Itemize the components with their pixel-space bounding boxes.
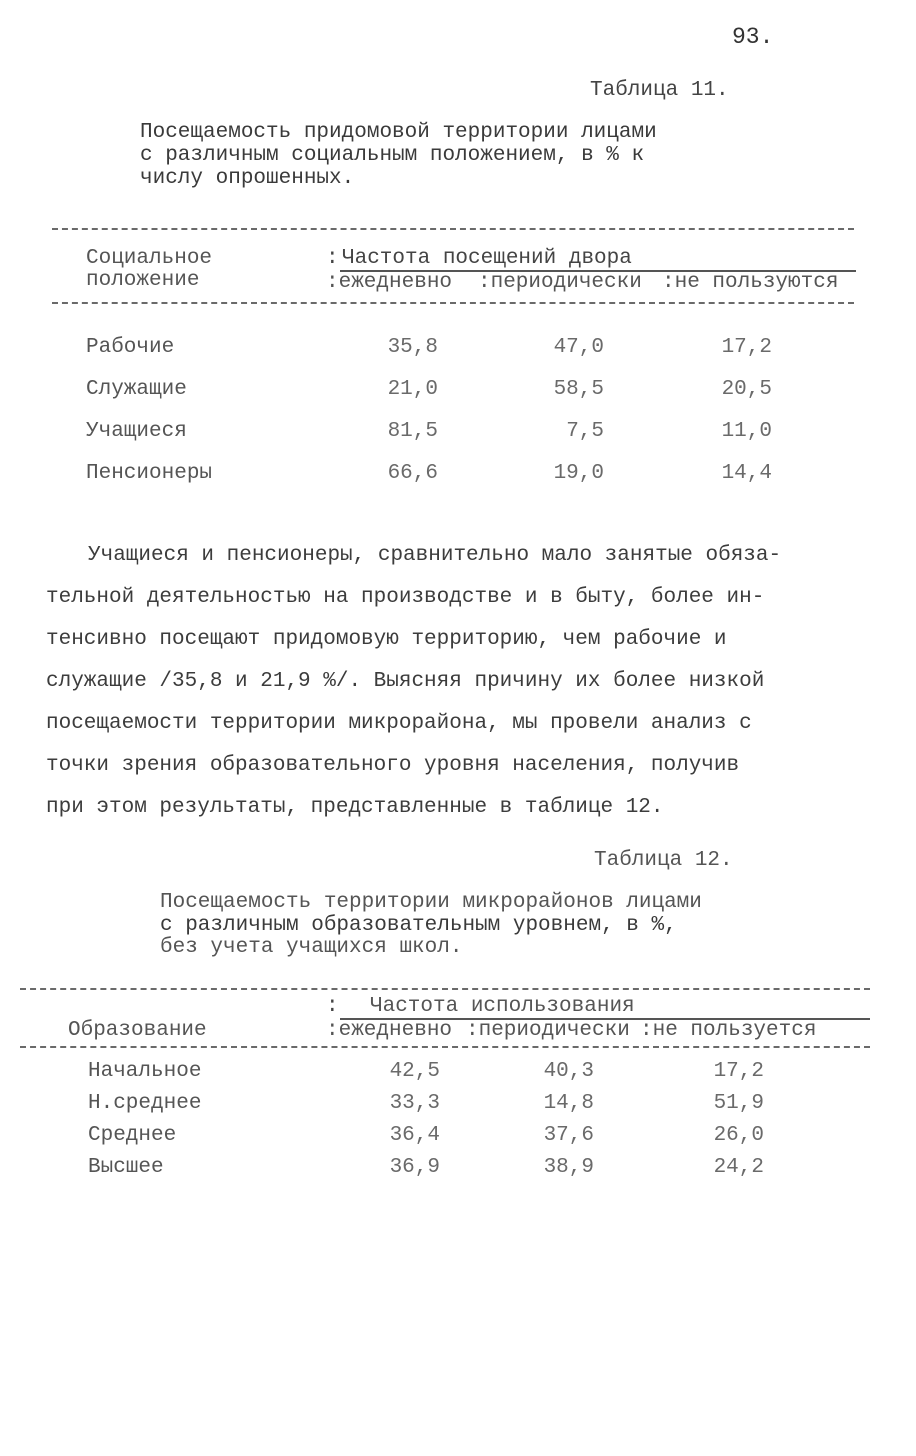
paragraph-line: точки зрения образовательного уровня населения, получив xyxy=(46,754,740,777)
paragraph-line: тельной деятельностью на производстве и в быту, более ин- xyxy=(46,586,765,609)
paragraph-line: при этом результаты, представленные в таблице 12. xyxy=(46,796,664,819)
row-label: Учащиеся xyxy=(86,420,187,443)
cell-value: 51,9 xyxy=(713,1092,764,1115)
cell-value: 19,0 xyxy=(553,462,604,485)
row-label: Высшее xyxy=(88,1156,164,1179)
paragraph-line: тенсивно посещают придомовую территорию, чем рабочие и xyxy=(46,628,727,651)
cell-value: 7,5 xyxy=(566,420,604,443)
table-12-header-rule xyxy=(20,1046,870,1048)
table-11-header-rule xyxy=(52,302,854,304)
cell-value: 17,2 xyxy=(721,336,772,359)
column-header-periodicheski: :периодически xyxy=(478,271,642,294)
table-11-top-rule xyxy=(52,228,854,230)
row-label: Н.среднее xyxy=(88,1092,202,1115)
cell-value: 14,8 xyxy=(543,1092,594,1115)
paragraph-line: Учащиеся и пенсионеры, сравнительно мало занятые обяза- xyxy=(88,544,782,567)
page-number: 93. xyxy=(732,24,774,50)
column-header-periodicheski: :периодически xyxy=(466,1019,630,1042)
table-11-label: Таблица 11. xyxy=(590,79,729,102)
column-header-ne-polzuetsya: :не пользуется xyxy=(640,1019,817,1042)
cell-value: 17,2 xyxy=(713,1060,764,1083)
caption-line: с различным образовательным уровнем, в %, xyxy=(160,914,677,937)
cell-value: 42,5 xyxy=(389,1060,440,1083)
row-label: Пенсионеры xyxy=(86,462,213,485)
group-header: Частота посещений двора xyxy=(342,247,632,270)
caption-line: без учета учащихся школ. xyxy=(160,936,463,959)
paragraph-line: посещаемости территории микрорайона, мы провели анализ с xyxy=(46,712,752,735)
row-label: Среднее xyxy=(88,1124,177,1147)
colon-marker: : xyxy=(326,247,339,270)
caption-line: с различным социальным положением, в % к xyxy=(140,144,645,167)
row-header-line: положение xyxy=(86,269,200,292)
paragraph-line: служащие /35,8 и 21,9 %/. Выясняя причину их более низкой xyxy=(46,670,765,693)
colon-marker: : xyxy=(326,995,339,1018)
row-label: Рабочие xyxy=(86,336,175,359)
caption-line: Посещаемость придомовой территории лицами xyxy=(140,121,657,144)
column-header-ejednevno: :ежедневно xyxy=(326,271,453,294)
cell-value: 58,5 xyxy=(553,378,604,401)
cell-value: 21,0 xyxy=(387,378,438,401)
cell-value: 20,5 xyxy=(721,378,772,401)
cell-value: 33,3 xyxy=(389,1092,440,1115)
cell-value: 36,4 xyxy=(389,1124,440,1147)
row-label: Служащие xyxy=(86,378,187,401)
cell-value: 81,5 xyxy=(387,420,438,443)
cell-value: 14,4 xyxy=(721,462,772,485)
column-header-ejednevno: :ежедневно xyxy=(326,1019,453,1042)
row-header-line: Социальное xyxy=(86,247,213,270)
cell-value: 35,8 xyxy=(387,336,438,359)
caption-line: числу опрошенных. xyxy=(140,167,355,190)
cell-value: 36,9 xyxy=(389,1156,440,1179)
cell-value: 47,0 xyxy=(553,336,604,359)
cell-value: 26,0 xyxy=(713,1124,764,1147)
cell-value: 40,3 xyxy=(543,1060,594,1083)
group-header: Частота использования xyxy=(370,995,635,1018)
cell-value: 11,0 xyxy=(721,420,772,443)
caption-line: Посещаемость территории микрорайонов лицами xyxy=(160,891,702,914)
cell-value: 37,6 xyxy=(543,1124,594,1147)
row-header: Образование xyxy=(68,1019,207,1042)
column-header-ne-polzuyutsya: :не пользуются xyxy=(662,271,839,294)
cell-value: 38,9 xyxy=(543,1156,594,1179)
cell-value: 66,6 xyxy=(387,462,438,485)
table-12-label: Таблица 12. xyxy=(594,849,733,872)
row-label: Начальное xyxy=(88,1060,202,1083)
cell-value: 24,2 xyxy=(713,1156,764,1179)
table-12-top-rule xyxy=(20,988,870,990)
